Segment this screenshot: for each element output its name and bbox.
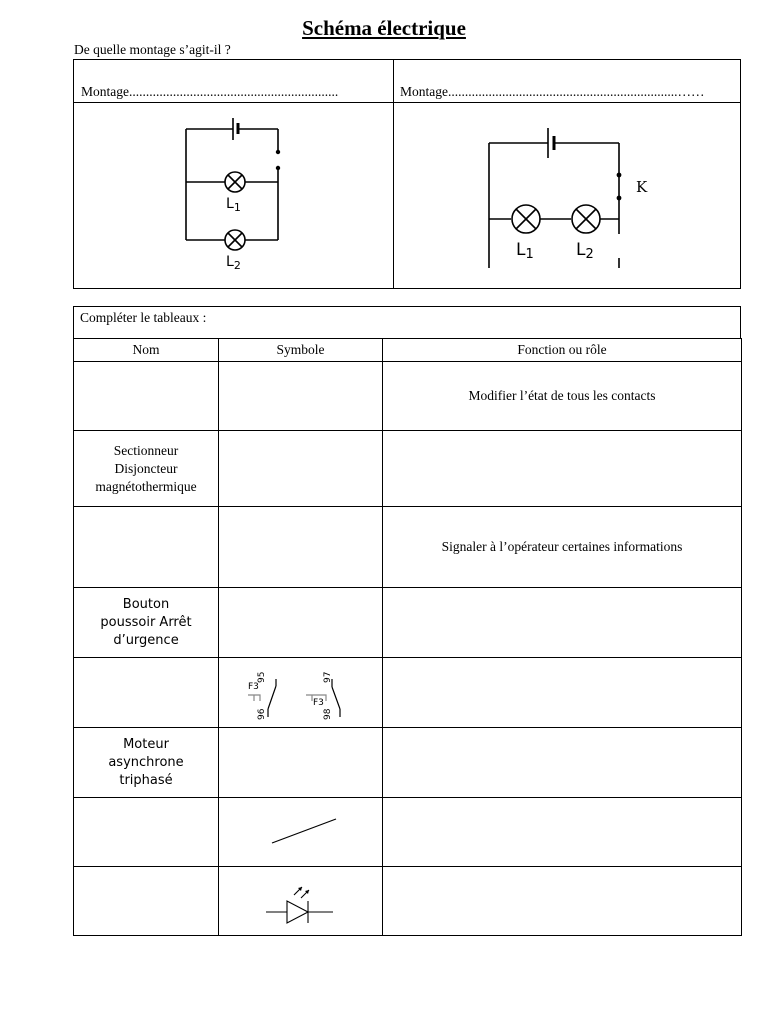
montage-right-field[interactable]: Montage....................................................................……	[400, 84, 705, 99]
symbol-cell[interactable]	[219, 728, 383, 798]
fonction-cell[interactable]	[383, 588, 742, 658]
header-symbole: Symbole	[219, 339, 383, 362]
symbol-cell[interactable]	[219, 362, 383, 431]
nom-line: asynchrone	[108, 754, 184, 770]
table-row	[74, 798, 742, 867]
header-fonction: Fonction ou rôle	[383, 339, 742, 362]
svg-text:95: 95	[256, 671, 267, 683]
svg-text:L2: L2	[576, 240, 594, 262]
nom-line: Sectionneur	[113, 442, 179, 458]
nom-cell	[74, 728, 219, 798]
svg-text:96: 96	[256, 708, 267, 720]
table-row	[74, 362, 742, 431]
nom-line: Disjoncteur	[114, 460, 178, 476]
nom-cell	[74, 588, 219, 658]
open-contact-symbol	[256, 812, 346, 852]
switch-contact-top	[276, 150, 280, 154]
table-row	[74, 507, 742, 588]
parallel-circuit-diagram	[174, 112, 294, 282]
header-nom: Nom	[74, 339, 219, 362]
nom-cell[interactable]	[74, 798, 219, 867]
series-circuit-diagram	[479, 118, 679, 268]
nom-line: triphasé	[119, 772, 173, 788]
table-instruction: Compléter le tableaux :	[73, 306, 741, 339]
fonction-cell[interactable]	[383, 867, 742, 936]
table-row	[74, 867, 742, 936]
switch-k-contact-top	[617, 173, 622, 178]
fonction-cell: Modifier l’état de tous les contacts	[383, 362, 742, 431]
symbol-cell	[219, 658, 383, 728]
svg-text:98: 98	[322, 708, 333, 720]
svg-text:97: 97	[322, 671, 333, 683]
svg-text:L2: $L_2$	[226, 254, 241, 272]
nom-line: d’urgence	[113, 632, 179, 648]
svg-text:L1: $L_1$	[226, 196, 241, 214]
fonction-cell[interactable]	[383, 798, 742, 867]
row-divider	[74, 102, 740, 103]
svg-text:F3: F3	[312, 697, 324, 708]
nom-cell	[74, 431, 219, 507]
circuit-box	[73, 59, 741, 289]
nom-cell[interactable]	[74, 658, 219, 728]
fonction-cell[interactable]	[383, 431, 742, 507]
table-row	[74, 728, 742, 798]
components-table	[73, 338, 742, 936]
nom-cell[interactable]	[74, 362, 219, 431]
svg-text:L1: L1	[516, 240, 534, 262]
question-text: De quelle montage s’agit-il ?	[74, 42, 231, 57]
switch-k-contact-bottom	[617, 196, 622, 201]
svg-text:F3: F3	[247, 681, 259, 692]
switch-k-label: K	[636, 178, 648, 196]
led-symbol	[256, 873, 346, 929]
table-row	[74, 588, 742, 658]
fonction-cell: Signaler à l’opérateur certaines informations	[383, 507, 742, 588]
thermal-relay-contacts-symbol	[246, 665, 356, 721]
symbol-cell[interactable]	[219, 431, 383, 507]
table-row	[74, 431, 742, 507]
switch-contact-bottom	[276, 166, 280, 170]
table-row	[74, 658, 742, 728]
fonction-cell[interactable]	[383, 658, 742, 728]
nom-line: Moteur	[123, 736, 169, 752]
table-header-row	[74, 339, 742, 362]
nom-line: magnétothermique	[95, 478, 197, 494]
symbol-cell	[219, 798, 383, 867]
page-title: Schéma électrique	[302, 16, 466, 40]
nom-line: poussoir Arrêt	[100, 614, 192, 630]
symbol-cell[interactable]	[219, 588, 383, 658]
montage-left-field[interactable]: Montage..............................................................	[81, 84, 339, 99]
fonction-cell[interactable]	[383, 728, 742, 798]
nom-cell[interactable]	[74, 867, 219, 936]
column-divider	[393, 60, 394, 288]
nom-line: Bouton	[122, 596, 170, 612]
symbol-cell[interactable]	[219, 507, 383, 588]
symbol-cell	[219, 867, 383, 936]
nom-cell[interactable]	[74, 507, 219, 588]
